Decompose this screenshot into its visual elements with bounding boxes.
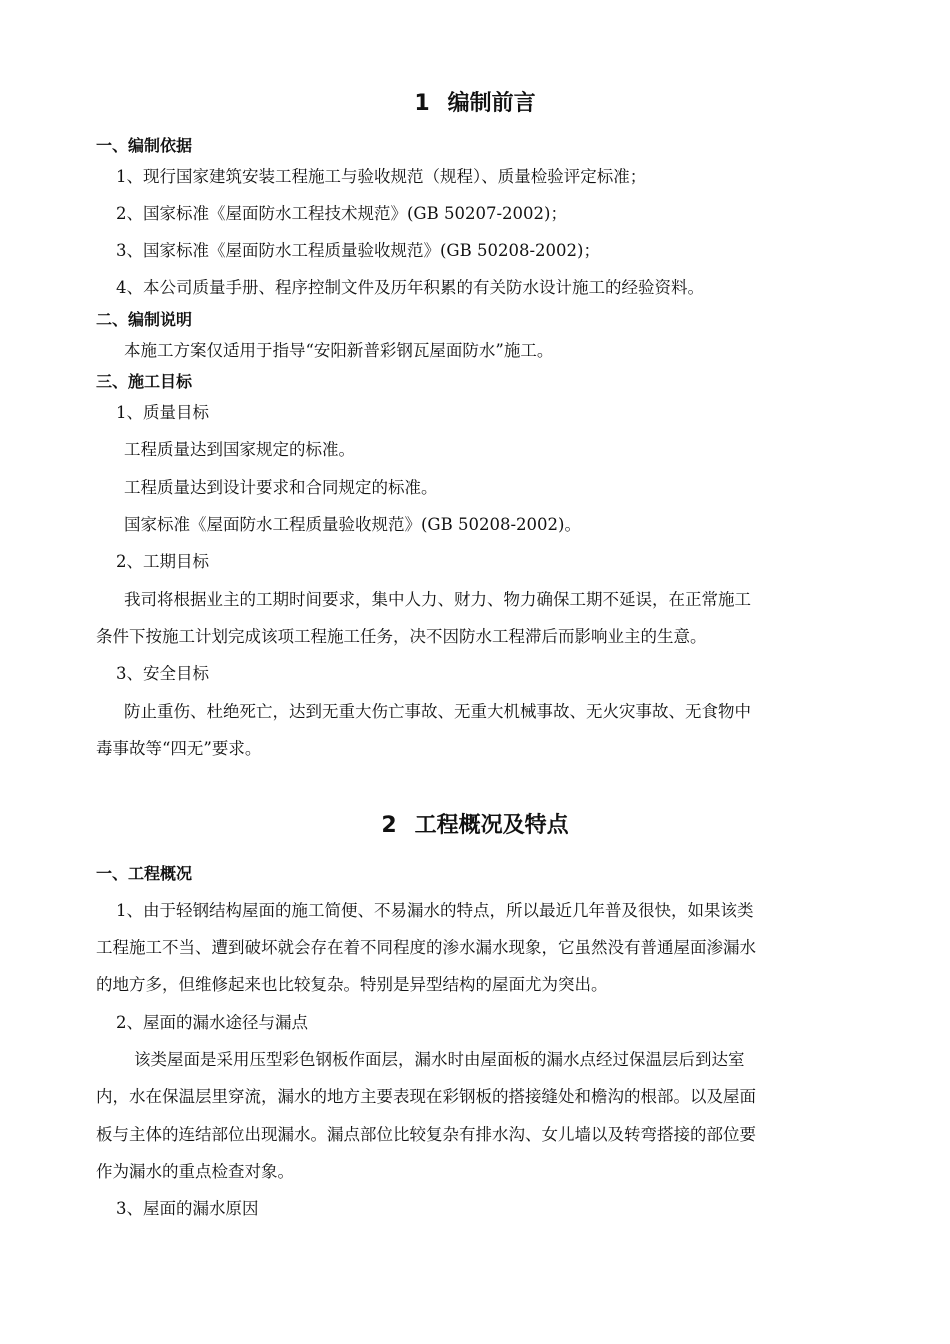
- overview-item-2-line-3: 板与主体的连结部位出现漏水。漏点部位比较复杂有排水沟、女儿墙以及转弯搭接的部位要: [96, 1125, 756, 1144]
- overview-heading: 一、工程概况: [96, 864, 193, 883]
- overview-item-2-line-2: 内，水在保温层里穿流，漏水的地方主要表现在彩钢板的搭接缝处和檐沟的根部。以及屋面: [96, 1087, 756, 1106]
- section-2-title: 工程概况及特点: [414, 813, 569, 838]
- basis-item-1: 1、现行国家建筑安装工程施工与验收规范（规程）、质量检验评定标准；: [116, 167, 647, 186]
- section-1-heading: [0, 89, 950, 119]
- goals-heading: 三、施工目标: [96, 372, 193, 391]
- overview-item-1-line-3: 的地方多，但维修起来也比较复杂。特别是异型结构的屋面尤为突出。: [96, 975, 608, 994]
- schedule-line-1: 我司将根据业主的工期时间要求，集中人力、财力、物力确保工期不延误，在正常施工: [124, 590, 751, 609]
- basis-item-4: 4、本公司质量手册、程序控制文件及历年积累的有关防水设计施工的经验资料。: [116, 278, 704, 297]
- overview-item-3-label: 3、屋面的漏水原因: [116, 1199, 259, 1218]
- notes-heading: 二、编制说明: [96, 310, 193, 329]
- quality-line-1: 工程质量达到国家规定的标准。: [124, 440, 355, 459]
- schedule-line-2: 条件下按施工计划完成该项工程施工任务，决不因防水工程滞后而影响业主的生意。: [96, 627, 707, 646]
- overview-item-2-label: 2、屋面的漏水途径与漏点: [116, 1013, 308, 1032]
- section-1-title: 编制前言: [447, 91, 536, 116]
- quality-goal-label: 1、质量目标: [116, 403, 209, 422]
- safety-line-1: 防止重伤、杜绝死亡，达到无重大伤亡事故、无重大机械事故、无火灾事故、无食物中: [124, 702, 751, 721]
- schedule-goal-label: 2、工期目标: [116, 552, 209, 571]
- overview-item-1-line-2: 工程施工不当、遭到破坏就会存在着不同程度的渗水漏水现象，它虽然没有普通屋面渗漏水: [96, 938, 756, 957]
- quality-line-2: 工程质量达到设计要求和合同规定的标准。: [124, 478, 438, 497]
- overview-item-2-line-4: 作为漏水的重点检查对象。: [96, 1162, 294, 1181]
- overview-item-1-line-1: 1、由于轻钢结构屋面的施工简便、不易漏水的特点，所以最近几年普及很快，如果该类: [116, 901, 754, 920]
- safety-line-2: 毒事故等“四无”要求。: [96, 739, 262, 758]
- basis-item-2: 2、国家标准《屋面防水工程技术规范》(GB 50207-2002)；: [116, 204, 567, 223]
- overview-item-2-line-1: 该类屋面是采用压型彩色钢板作面层，漏水时由屋面板的漏水点经过保温层后到达室: [134, 1050, 745, 1069]
- basis-item-3: 3、国家标准《屋面防水工程质量验收规范》(GB 50208-2002)；: [116, 241, 600, 260]
- section-1-number: 1: [414, 91, 430, 116]
- safety-goal-label: 3、安全目标: [116, 664, 209, 683]
- quality-line-3: 国家标准《屋面防水工程质量验收规范》(GB 50208-2002)。: [124, 515, 581, 534]
- section-2-heading: [0, 811, 950, 841]
- basis-heading: 一、编制依据: [96, 136, 193, 155]
- section-2-number: 2: [381, 813, 397, 838]
- notes-text: 本施工方案仅适用于指导“安阳新普彩钢瓦屋面防水”施工。: [124, 341, 554, 360]
